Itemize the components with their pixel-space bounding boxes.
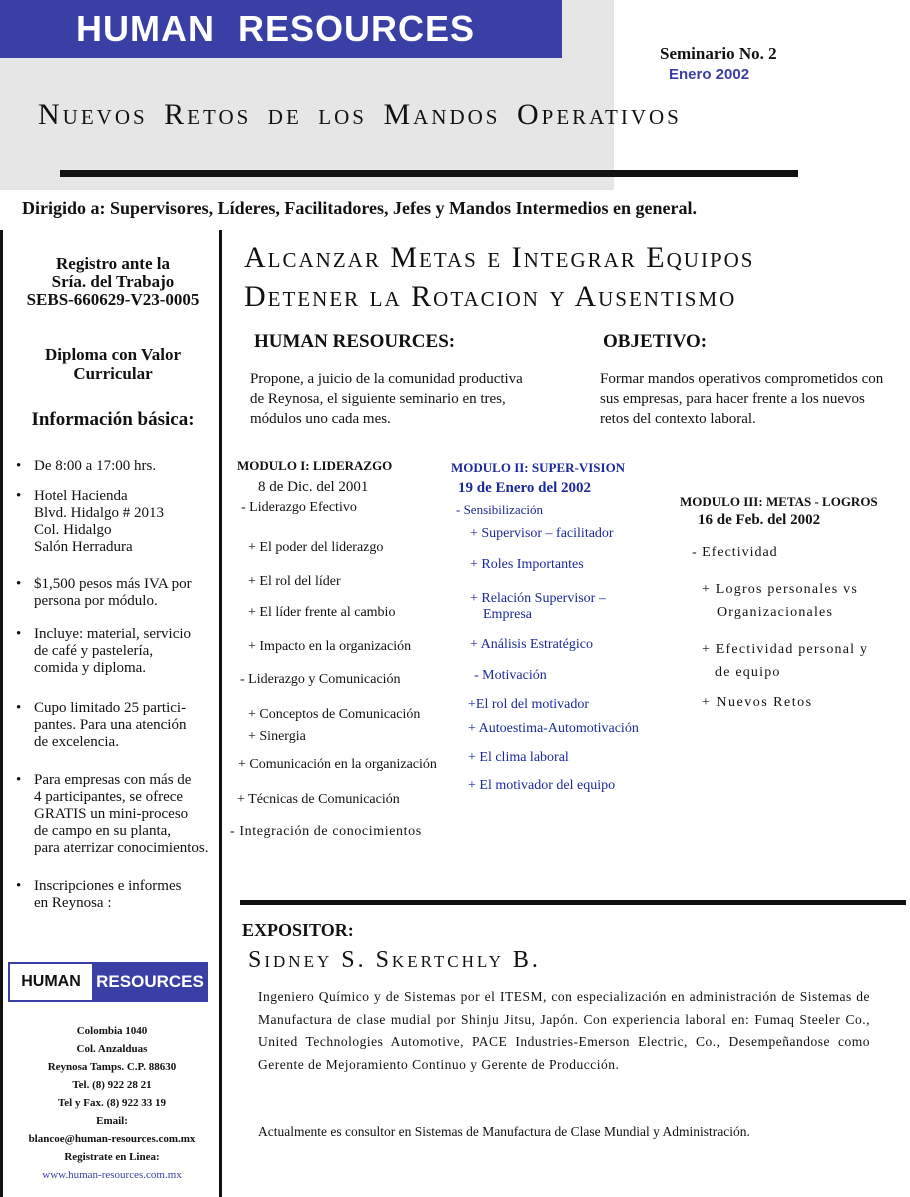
module-item: + Nuevos Retos [702,695,813,710]
module-item: + Supervisor – facilitador [470,526,614,541]
list-item [14,878,214,912]
hr-description [250,369,550,429]
list-item-line: en Reynosa : [34,895,112,911]
module-item: + Conceptos de Comunicación [248,707,421,722]
list-item-line: de excelencia. [34,734,119,750]
text-line: retos del contexto laboral. [600,411,756,427]
text-line: Propone, a juicio de la comunidad productiva [250,371,523,387]
module-item: + Relación Supervisor – [470,591,606,606]
brand-banner: HUMAN RESOURCES [0,0,562,58]
list-item-line: 4 participantes, se ofrece [34,789,184,805]
list-item-line: de campo en su planta, [34,823,172,839]
expositor-current-role: Actualmente es consultor en Sistemas de Manufactura de Clase Mundial y Administración. [258,1124,750,1139]
module-item: +El rol del motivador [468,697,590,712]
contact-line: Tel. (8) 922 28 21 [72,1079,152,1091]
list-item-line: para aterrizar conocimientos. [34,840,209,856]
module-item: + Comunicación en la organización [238,757,437,772]
module-1-date: 8 de Dic. del 2001 [258,479,369,495]
list-item-line: comida y diploma. [34,660,147,676]
contact-line: Registrate en Linea: [64,1151,160,1163]
module-item: + El poder del liderazgo [248,540,384,555]
list-item [14,626,214,677]
heading-line: Detener la Rotacion y Ausentismo [244,280,737,313]
text-line: Formar mandos operativos comprometidos con [600,371,884,387]
module-2-date: 19 de Enero del 2002 [458,480,592,496]
module-item: + Efectividad personal y [702,642,869,657]
module-item: - Integración de conocimientos [230,824,422,839]
expositor-name: Sidney S. Skertchly B. [248,947,541,973]
module-item: + Técnicas de Comunicación [237,792,400,807]
contact-line: Colombia 1040 [76,1025,148,1037]
module-item: - Sensibilización [456,502,544,517]
list-item-line: • Para empresas con más de [34,772,192,788]
list-item [14,700,214,751]
email-link[interactable]: blancoe@human-resources.com.mx [28,1133,196,1145]
contact-info [8,1022,216,1184]
list-item-line: de café y pastelería, [34,643,154,659]
module-2-title: MODULO II: SUPER-VISION [451,460,626,475]
hr-title: HUMAN RESOURCES: [254,331,456,352]
contact-line: Col. Anzalduas [76,1043,148,1055]
text-line: módulos uno cada mes. [250,411,391,427]
text-line: de Reynosa, el siguiente seminario en tres, [250,391,506,407]
list-item-line: • Hotel Hacienda [34,488,128,504]
registration-info [8,255,218,309]
list-item-line: pantes. Para una atención [34,717,187,733]
contact-line: Email: [96,1115,128,1127]
list-item [14,576,214,610]
brand-logo [8,962,208,1002]
module-item: + Análisis Estratégico [470,637,593,652]
list-item-line: Blvd. Hidalgo # 2013 [34,505,164,521]
divider [240,900,906,905]
registration-line: Sría. del Trabajo [51,272,175,291]
audience-line: Dirigido a: Supervisores, Líderes, Facilitadores, Jefes y Mandos Intermedios en general. [22,198,697,218]
module-item: - Liderazgo y Comunicación [240,672,401,687]
expositor-label: EXPOSITOR: [242,920,354,940]
module-item: + Logros personales vs [702,582,858,597]
module-3-date: 16 de Feb. del 2002 [698,512,821,528]
logo-word-left: HUMAN [10,964,94,1000]
module-item: + Autoestima-Automotivación [468,721,639,736]
contact-line: Tel y Fax. (8) 922 33 19 [57,1097,167,1109]
module-item: + Impacto en la organización [248,639,412,654]
divider [0,230,3,1197]
heading-line: Alcanzar Metas e Integrar Equipos [244,241,755,274]
module-item: - Motivación [474,668,547,683]
contact-line: Reynosa Tamps. C.P. 88630 [47,1061,177,1073]
page-title: Nuevos Retos de los Mandos Operativos [38,98,682,131]
module-3-title: MODULO III: METAS - LOGROS [680,494,878,509]
list-item [14,772,214,857]
registration-line: Registro ante la [56,254,170,273]
module-item: Empresa [483,607,532,622]
website-link[interactable]: www.human-resources.com.mx [42,1169,182,1181]
module-item: - Efectividad [692,545,778,560]
list-item-line: • $1,500 pesos más IVA por [34,576,192,592]
info-title: Información básica: [31,409,195,430]
list-item-line: • Inscripciones e informes [34,878,182,894]
module-item: + Sinergia [248,729,306,744]
list-item [14,488,214,556]
divider [60,170,798,177]
module-item: de equipo [715,665,781,680]
objective-description [600,369,905,429]
module-1-title: MODULO I: LIDERAZGO [237,458,393,473]
text-line: sus empresas, para hacer frente a los nuevos [600,391,865,407]
list-item [14,458,214,475]
logo-word-right: RESOURCES [94,964,206,1000]
list-item-line: Col. Hidalgo [34,522,112,538]
list-item-line: • Cupo limitado 25 partici- [34,700,187,716]
list-item-line: Salón Herradura [34,539,133,555]
module-item: + El líder frente al cambio [248,605,396,620]
module-item: Organizacionales [717,605,834,620]
list-item-line: • De 8:00 a 17:00 hrs. [34,458,157,474]
module-item: + El motivador del equipo [468,778,616,793]
module-item: + El rol del líder [248,574,341,589]
diploma-line: Diploma con Valor [44,345,182,364]
objective-title: OBJETIVO: [603,331,708,352]
module-item: + El clima laboral [468,750,569,765]
seminar-date: Enero 2002 [669,66,750,83]
divider [219,230,222,1197]
module-item: + Roles Importantes [470,557,584,572]
list-item-line: • Incluye: material, servicio [34,626,192,642]
diploma-line: Curricular [73,364,153,383]
seminar-number: Seminario No. 2 [660,44,777,63]
main-heading [244,238,754,316]
list-item-line: persona por módulo. [34,593,158,609]
expositor-bio: Ingeniero Químico y de Sistemas por el ITESM, con especialización en administración de Sistemas de Manufactura de clase mudial por Shinju Jitsu, Japón. Con experiencia laboral en: Fumaq Steeler Co., United Technologies Automotive, PACE Industries-Emerson Electric, Co., Desempeñandose como Gerente de Mejoramiento Continuo y Gerente de Producción. [258,989,870,1072]
list-item-line: GRATIS un mini-proceso [34,806,189,822]
diploma-info [8,345,218,383]
module-item: - Liderazgo Efectivo [241,500,357,515]
registration-line: SEBS-660629-V23-0005 [26,290,200,309]
